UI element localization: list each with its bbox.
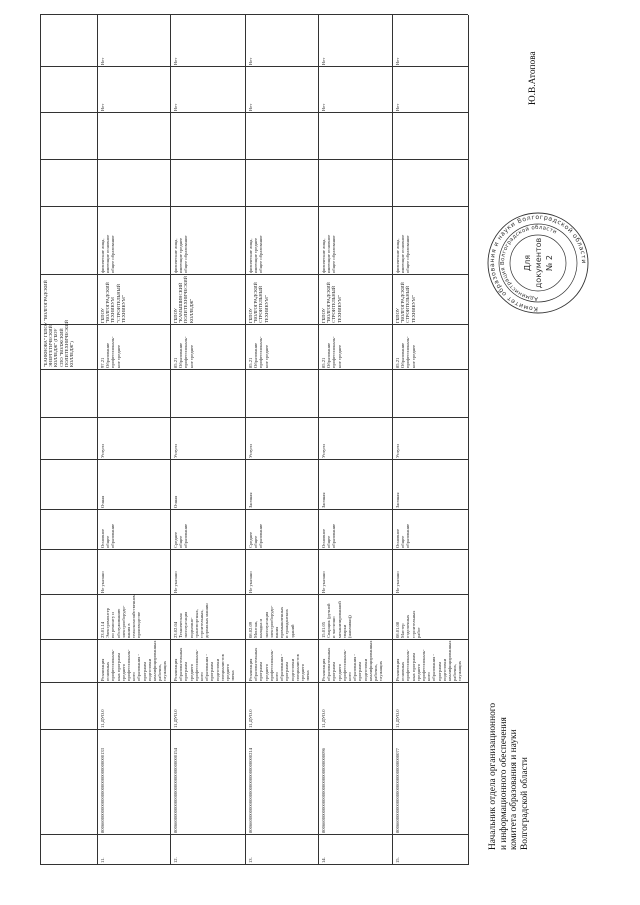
table-cell-who: физические лица, имеющие основное общее образование	[321, 234, 337, 273]
stamp-outer-text: Комитет образования и науки Волгоградской области	[488, 213, 588, 313]
table-cell-program: 11.ДУО.0	[321, 709, 326, 728]
table-cell-form: Очная	[173, 495, 178, 508]
table-cell-program: 11.ДУО.0	[100, 709, 105, 728]
table-cell-level: Основное общее образование	[395, 523, 411, 548]
table-row-divider	[318, 15, 319, 865]
table-cell-content: Реализация образовательных программ среднего профессиональ- ного образования - программ подготовки специалистов среднего звена	[173, 647, 236, 681]
table-cell-level: Среднее общее образование	[248, 523, 264, 548]
table-cell-fee: Нет	[173, 57, 178, 65]
table-cell-paid: Нет	[100, 103, 105, 111]
table-cell-direction: 85.21 Образование профессиональ- ное среднее	[173, 336, 194, 368]
table-cell-paid: Нет	[321, 103, 326, 111]
table-cell-direction: 97.21 Образование профессиональ- ное среднее	[100, 336, 121, 368]
table-cell-num: 12.	[173, 857, 178, 863]
table-cell-who: физические лица, имеющие среднее общее образование	[248, 235, 264, 273]
table-cell-cat: Не указано	[100, 571, 105, 593]
table-cell-unit: Услуги	[248, 444, 253, 458]
table-cell-code: 8006600000000000000000000000000000214	[248, 748, 253, 833]
table-column-divider	[40, 729, 468, 730]
table-column-divider	[40, 549, 468, 550]
table-cell-org: ГБПОУ "ВОЛГОГРАДСКИЙ ТЕХНИКУМ "СТРОИТЕЛЬНЫЙ ТЕХНИКУМ"	[100, 282, 126, 323]
table-column-divider	[40, 834, 468, 835]
table-cell-paid: Нет	[395, 103, 400, 111]
table-cell-fee: Нет	[100, 57, 105, 65]
table-column-divider	[40, 369, 468, 370]
table-cell-program: 11.ДУО.0	[173, 709, 178, 728]
table-cell-unit: Услуги	[395, 444, 400, 458]
table-cell-cat: Не указано	[248, 571, 253, 593]
stamp-center-line-1: Для	[523, 254, 532, 272]
table-cell-fee: Нет	[321, 57, 326, 65]
table-cell-form: Заочная	[395, 492, 400, 508]
stamp-inner-text: Администрация Волгоградской области	[499, 224, 558, 302]
table-cell-direction: 85.21 Образование профессиональ- ное среднее	[248, 336, 269, 368]
table-row-divider	[468, 15, 469, 865]
table-cell-who: физические лица, имеющие основное общее образование	[395, 234, 411, 273]
header-note: "БАНКНОВА" ГБПОУ "ВОЛГОГРАДСКИЙ ЭНЕРГЕТИЧЕСКИЙ КОЛЛЕДЖ" (ГБОУ СПО "ВОЛЖСКИЙ ПОЛИТЕХНИЧЕСКИЙ КОЛЛЕДЖ")	[43, 280, 75, 367]
table-column-divider	[40, 66, 468, 67]
table-cell-code: 8006600000000000000000000000000000077	[395, 748, 400, 833]
table-cell-code: 8006600000000000000000000000000000154	[173, 748, 178, 833]
table-column-divider	[40, 206, 468, 207]
table-cell-content: Реализация основных профессиональ- ных программ среднего профессиональ- ного образования - программ подготовки квалифицированных рабочих, служащих	[100, 640, 168, 681]
table-column-divider	[40, 274, 468, 275]
table-row-divider	[170, 15, 171, 865]
table-cell-spec: 23.01.14 Электромонтер по ремонту и обслуживанию электрооборудо- вания в сельскохозяйственном производстве	[100, 594, 142, 638]
table-cell-level: Основное общее образование	[100, 523, 116, 548]
table-cell-spec: 23.02.04 Техническая эксплуатация подъемно- транспортных, строительных, дорожных машин	[173, 603, 210, 638]
table-column-divider	[40, 159, 468, 160]
table-cell-spec: 08.02.09 Монтаж, наладка и эксплуатация электрооборудо- вания промышленных и гражданских зданий	[248, 605, 295, 638]
table-cell-org: ГБПОУ "ВОЛГОГРАДСКИЙ СТРОИТЕЛЬНЫЙ ТЕХНИКУМ"	[395, 282, 416, 323]
table-cell-org: ГБПОУ "ВОЛГОГРАДСКИЙ СТРОИТЕЛЬНЫЙ ТЕХНИКУМ"	[248, 282, 269, 323]
table-cell-program: 11.ДУО.0	[248, 709, 253, 728]
table-cell-fee: Нет	[248, 57, 253, 65]
official-stamp	[486, 211, 590, 315]
table-row-divider	[392, 15, 393, 865]
stamp-center-line-3: № 2	[545, 255, 554, 271]
table-cell-who: физические лица, имеющие основное общее образование	[100, 234, 116, 273]
table-cell-num: 13.	[248, 857, 253, 863]
table-cell-code: 8006600000000000000000000000000000096	[321, 748, 326, 833]
table-cell-content: Реализация образовательных программ среднего профессиональ- ного образования - программ подготовки специалистов среднего звена	[248, 647, 311, 681]
table-cell-unit: Услуги	[321, 444, 326, 458]
stamp-center-line-2: документов	[534, 237, 543, 289]
table-cell-direction: 85.21 Образование профессиональ- ное среднее	[395, 336, 416, 368]
table-column-divider	[40, 864, 468, 865]
table-row-divider	[40, 15, 41, 865]
table-cell-paid: Нет	[173, 103, 178, 111]
table-cell-content: Реализация основных профессиональ- ных программ среднего профессиональ- ного образования - программ подготовки квалифицированных рабочих, служащих	[395, 640, 463, 681]
table-column-divider	[40, 509, 468, 510]
table-column-divider	[40, 112, 468, 113]
table-cell-num: 15.	[395, 857, 400, 863]
table-row-divider	[97, 15, 98, 865]
table-column-divider	[40, 417, 468, 418]
table-cell-cat: Не указано	[173, 571, 178, 593]
table-cell-fee: Нет	[395, 57, 400, 65]
signature-name: Ю.В.Атопова	[528, 51, 538, 105]
table-cell-level: Среднее общее образование	[173, 523, 189, 548]
table-cell-cat: Не указано	[321, 571, 326, 593]
table-cell-num: 14.	[321, 857, 326, 863]
table-column-divider	[40, 459, 468, 460]
table-cell-form: Очная	[100, 495, 105, 508]
table-cell-who: физические лица, имеющие среднее общее образование	[173, 235, 189, 273]
table-cell-spec: 15.01.05 Сварщик (ручной и частично механизированной сварки (наплавки))	[321, 601, 353, 638]
table-cell-unit: Услуги	[173, 444, 178, 458]
table-column-divider	[40, 324, 468, 325]
table-cell-direction: 85.21 Образование профессиональ- ное среднее	[321, 336, 342, 368]
signature-position: Начальник отдела организационного и информационного обеспечения комитета образования и науки Волгоградской области	[488, 702, 530, 850]
table-cell-code: 8006600000000000000000000000000000133	[100, 748, 105, 833]
table-column-divider	[40, 14, 468, 15]
table-cell-num: 11.	[100, 857, 105, 863]
table-row-divider	[245, 15, 246, 865]
table-cell-org: ГБПОУ "ВОЛГОГРАДСКИЙ СТРОИТЕЛЬНЫЙ ТЕХНИКУМ"	[321, 282, 342, 323]
table-cell-cat: Не указано	[395, 571, 400, 593]
table-cell-spec: 08.01.08 Мастер отделочных строительных работ	[395, 610, 421, 638]
table-cell-org: ГБПОУ "КАМЫШИНСКИЙ ПОЛИТЕХНИЧЕСКИЙ КОЛЛЕДЖ"	[173, 276, 194, 323]
table-cell-program: 11.ДУО.0	[395, 709, 400, 728]
table-cell-form: Заочная	[321, 492, 326, 508]
table-cell-paid: Нет	[248, 103, 253, 111]
table-cell-level: Основное общее образование	[321, 523, 337, 548]
table-cell-form: Заочная	[248, 492, 253, 508]
table-cell-content: Реализация образовательных программ среднего профессиональ- ного образования - программ подготовки квалифицированных рабочих, служащих	[321, 640, 384, 681]
table-column-divider	[40, 682, 468, 683]
table-cell-unit: Услуги	[100, 444, 105, 458]
